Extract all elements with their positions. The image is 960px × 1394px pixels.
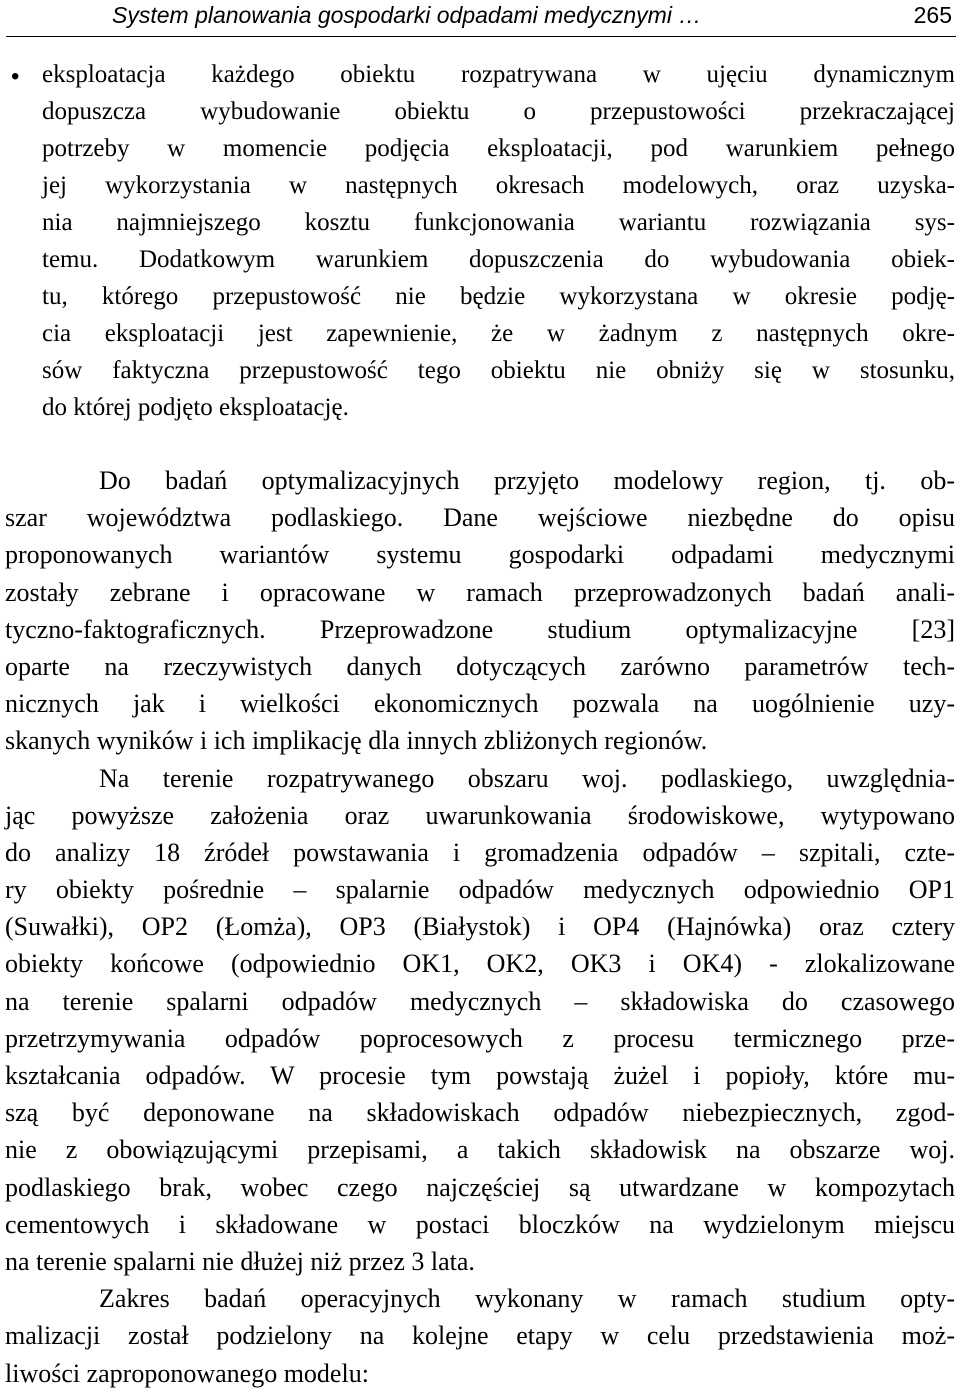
text-line: tu, którego przepustowość nie będzie wykorzystana w okresie podję-: [42, 283, 955, 310]
running-title: System planowania gospodarki odpadami medycznymi …: [112, 2, 702, 28]
text-line: zostały zebrane i opracowane w ramach przeprowadzonych badań anali-: [5, 577, 955, 607]
text-line: cementowych i składowane w postaci bloczków na wydzielonym miejscu: [5, 1209, 955, 1239]
paragraph: [5, 462, 955, 760]
body-text: [5, 462, 955, 1392]
text-line: ry obiekty pośrednie – spalarnie odpadów medycznych odpowiednio OP1: [5, 875, 955, 905]
running-header: [6, 0, 956, 37]
text-line: oparte na rzeczywistych danych dotyczących zarówno parametrów tech-: [5, 651, 955, 681]
text-line: skanych wyników i ich implikację dla innych zbliżonych regionów.: [5, 726, 708, 756]
paragraph: [5, 760, 955, 1281]
text-line: jej wykorzystania w następnych okresach modelowych, oraz uzyska-: [42, 172, 955, 199]
text-line: eksploatacja każdego obiektu rozpatrywana w ujęciu dynamicznym: [42, 61, 955, 88]
text-line: jąc powyższe założenia oraz uwarunkowania środowiskowe, wytypowano: [5, 800, 955, 830]
text-line: nie z obowiązującymi przepisami, a takich składowisk na obszarze woj.: [5, 1135, 955, 1165]
text-line: (Suwałki), OP2 (Łomża), OP3 (Białystok) i OP4 (Hajnówka) oraz cztery: [5, 912, 955, 942]
text-line: nia najmniejszego kosztu funkcjonowania wariantu rozwiązania sys-: [42, 209, 955, 236]
text-line: nicznych jak i wielkości ekonomicznych pozwala na uogólnienie uzy-: [5, 689, 955, 719]
text-line: szą być deponowane na składowiskach odpadów niebezpiecznych, zgod-: [5, 1098, 955, 1128]
text-line: obiekty końcowe (odpowiednio OK1, OK2, OK3 i OK4) - zlokalizowane: [5, 949, 955, 979]
text-line: przetrzymywania odpadów poprocesowych z procesu termicznego prze-: [5, 1023, 955, 1053]
text-line: proponowanych wariantów systemu gospodarki odpadami medycznymi: [5, 540, 955, 570]
text-line: do której podjęto eksploatację.: [42, 394, 349, 421]
text-line: na terenie spalarni odpadów medycznych – składowiska do czasowego: [5, 986, 955, 1016]
text-line: malizacji został podzielony na kolejne etapy w celu przedstawienia moż-: [5, 1321, 955, 1351]
paragraph: [5, 1280, 955, 1392]
text-line: sów faktyczna przepustowość tego obiektu nie obniży się w stosunku,: [42, 357, 955, 384]
text-line: kształcania odpadów. W procesie tym powstają żużel i popioły, które mu-: [5, 1061, 955, 1090]
text-line: tyczno-faktograficznych. Przeprowadzone studium optymalizacyjne [23]: [5, 614, 955, 644]
text-line: dopuszcza wybudowanie obiektu o przepustowości przekraczającej: [42, 98, 955, 125]
bullet-icon: •: [11, 63, 20, 90]
page-number: 265: [913, 2, 952, 28]
text-line: podlaskiego brak, wobec czego najczęściej są utwardzane w kompozytach: [5, 1172, 955, 1202]
text-line: na terenie spalarni nie dłużej niż przez 3 lata.: [5, 1246, 475, 1276]
text-line: szar województwa podlaskiego. Dane wejściowe niezbędne do opisu: [5, 503, 955, 533]
text-line: cia eksploatacji jest zapewnienie, że w żadnym z następnych okre-: [42, 320, 955, 347]
text-line: Do badań optymalizacyjnych przyjęto modelowy region, tj. ob-: [99, 466, 955, 495]
text-line: Na terenie rozpatrywanego obszaru woj. podlaskiego, uwzględnia-: [99, 763, 955, 793]
text-line: potrzeby w momencie podjęcia eksploatacji, pod warunkiem pełnego: [42, 135, 955, 162]
text-line: Zakres badań operacyjnych wykonany w ramach studium opty-: [99, 1284, 955, 1314]
text-line: temu. Dodatkowym warunkiem dopuszczenia do wybudowania obiek-: [42, 246, 955, 273]
text-line: do analizy 18 źródeł powstawania i gromadzenia odpadów – szpitali, czte-: [5, 837, 955, 867]
bullet-list-item: [11, 56, 955, 426]
text-line: liwości zaproponowanego modelu:: [5, 1358, 369, 1388]
